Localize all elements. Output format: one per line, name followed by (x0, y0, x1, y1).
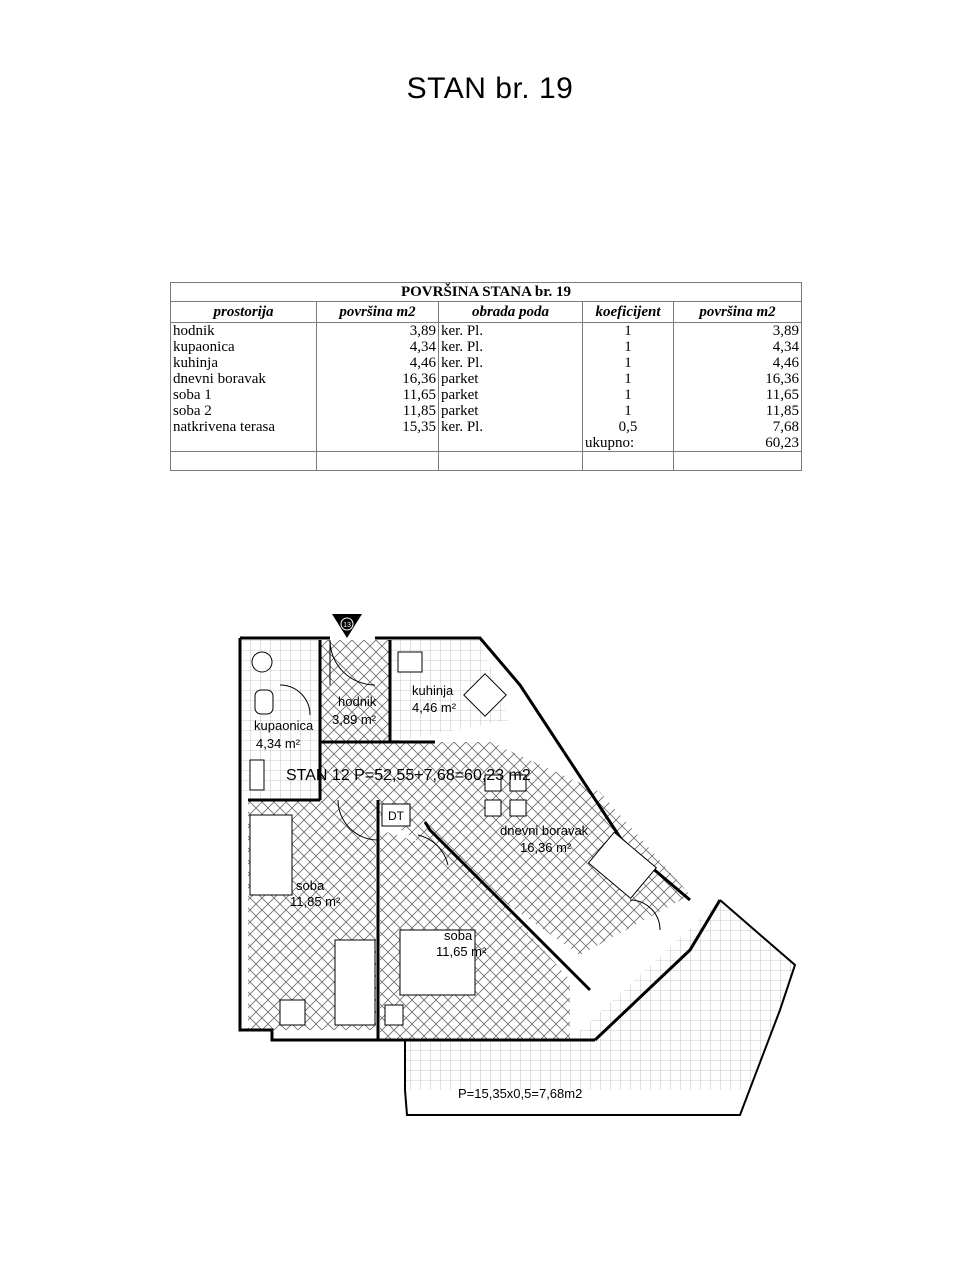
cell-result: 4,34 (674, 339, 802, 355)
cell-area: 3,89 (317, 323, 439, 340)
area-soba-right: 11,65 m² (436, 944, 487, 959)
cell-result: 7,68 (674, 419, 802, 435)
header-result-area: površina m2 (674, 302, 802, 323)
table-row (171, 323, 802, 340)
label-dnevni-boravak: dnevni boravak (500, 823, 589, 838)
cell-floor: parket (439, 403, 583, 419)
cell-area: 11,85 (317, 403, 439, 419)
cell-coefficient: 1 (583, 323, 674, 340)
cell-coefficient: 1 (583, 387, 674, 403)
dt-label: DT (388, 809, 404, 823)
table-row (171, 403, 802, 419)
cell-room: soba 2 (171, 403, 317, 419)
cell-coefficient: 1 (583, 355, 674, 371)
cell-room: dnevni boravak (171, 371, 317, 387)
area-table (170, 282, 802, 471)
cell-result: 11,85 (674, 403, 802, 419)
entrance-marker-label: 13 (343, 622, 351, 629)
table-row (171, 371, 802, 387)
area-kupaonica: 4,34 m² (256, 736, 301, 751)
total-label: ukupno: (583, 435, 674, 452)
cell-coefficient: 1 (583, 403, 674, 419)
cell-result: 11,65 (674, 387, 802, 403)
total-value: 60,23 (674, 435, 802, 452)
table-empty-row (171, 452, 802, 471)
area-soba-left: 11,85 m² (290, 894, 341, 909)
cell-floor: ker. Pl. (439, 355, 583, 371)
label-soba-right: soba (444, 928, 473, 943)
cell-room: kuhinja (171, 355, 317, 371)
floor-plan (220, 610, 810, 1130)
label-hodnik: hodnik (338, 694, 377, 709)
cell-result: 3,89 (674, 323, 802, 340)
table-header-row (171, 302, 802, 323)
apartment-summary: STAN 12 P=52,55+7,68=60,23 m2 (286, 767, 531, 784)
cell-room: soba 1 (171, 387, 317, 403)
cell-coefficient: 1 (583, 339, 674, 355)
table-row (171, 355, 802, 371)
header-area: površina m2 (317, 302, 439, 323)
cell-area: 11,65 (317, 387, 439, 403)
area-dnevni-boravak: 16,36 m² (520, 840, 572, 855)
area-hodnik: 3,89 m² (332, 712, 377, 727)
label-soba-left: soba (296, 878, 325, 893)
cell-floor: ker. Pl. (439, 339, 583, 355)
header-floor: obrada poda (439, 302, 583, 323)
table-title: POVRŠINA STANA br. 19 (171, 283, 802, 302)
cell-floor: ker. Pl. (439, 419, 583, 435)
table-row (171, 419, 802, 435)
cell-area: 16,36 (317, 371, 439, 387)
cell-room: hodnik (171, 323, 317, 340)
cell-area: 15,35 (317, 419, 439, 435)
table-total-row (171, 435, 802, 452)
cell-area: 4,34 (317, 339, 439, 355)
label-kuhinja: kuhinja (412, 683, 454, 698)
area-kuhinja: 4,46 m² (412, 700, 457, 715)
cell-result: 4,46 (674, 355, 802, 371)
cell-floor: parket (439, 371, 583, 387)
label-kupaonica: kupaonica (254, 718, 314, 733)
terrace-formula: P=15,35x0,5=7,68m2 (458, 1086, 583, 1101)
table-title-row (171, 283, 802, 302)
header-room: prostorija (171, 302, 317, 323)
table-row (171, 339, 802, 355)
cell-room: natkrivena terasa (171, 419, 317, 435)
cell-floor: parket (439, 387, 583, 403)
cell-result: 16,36 (674, 371, 802, 387)
cell-area: 4,46 (317, 355, 439, 371)
cell-room: kupaonica (171, 339, 317, 355)
cell-coefficient: 1 (583, 371, 674, 387)
cell-floor: ker. Pl. (439, 323, 583, 340)
table-row (171, 387, 802, 403)
header-coefficient: koeficijent (583, 302, 674, 323)
page-title: STAN br. 19 (406, 72, 574, 105)
cell-coefficient: 0,5 (583, 419, 674, 435)
